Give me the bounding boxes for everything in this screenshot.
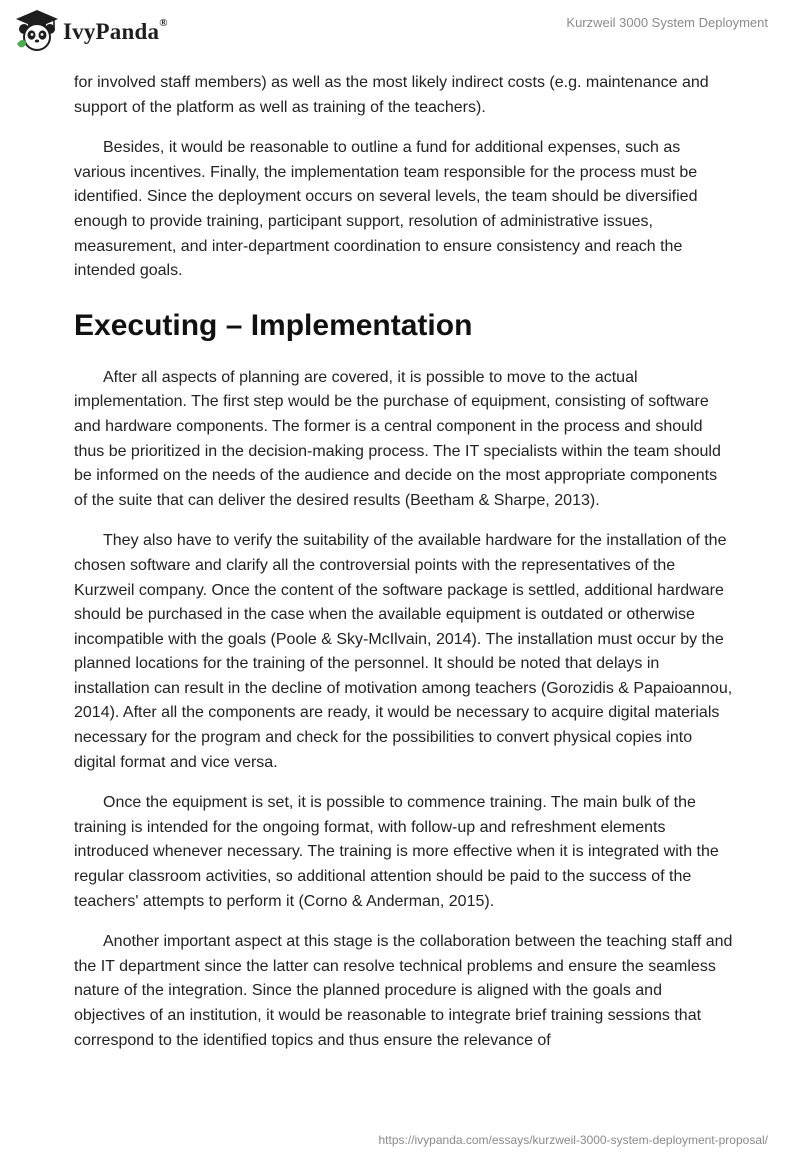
source-url[interactable]: https://ivypanda.com/essays/kurzweil-3000-system-deployment-proposal/ (378, 1133, 768, 1147)
paragraph-intro-2: Besides, it would be reasonable to outline a fund for additional expenses, such as various incentives. Finally, the implementation team responsible for the process must be identified. Since the deployment occurs on several levels, the team should be diversified enough to provide training, participant support, resolution of administrative issues, measurement, and inter-department coordination to ensure consistency and reach the intended goals. (74, 139, 698, 280)
paragraph-section-4: Another important aspect at this stage is the collaboration between the teaching staff and the IT department since the latter can resolve technical problems and ensure the seamless nature of the integration. Since the planned procedure is aligned with the goals and objectives of an institution, it would be reasonable to integrate brief training sessions that correspond to the identified topics and thus ensure the relevance of (74, 933, 733, 1049)
paragraph-section-1: After all aspects of planning are covered, it is possible to move to the actual implementation. The first step would be the purchase of equipment, consisting of software and hardware components. The former is a central component in the process and should thus be prioritized in the decision-making process. The IT specialists within the team should be informed on the needs of the audience and decide on the most appropriate components of the suite that can deliver the desired results (Beetham & Sharpe, 2013). (74, 368, 721, 509)
section-heading: Executing – Implementation (74, 308, 473, 342)
essay-content (74, 71, 734, 1053)
panda-graduation-cap-icon (14, 8, 60, 54)
registered-mark: ® (159, 17, 168, 29)
document-title: Kurzweil 3000 System Deployment (566, 15, 768, 30)
paragraph-intro-1: for involved staff members) as well as the most likely indirect costs (e.g. maintenance and support of the platform as well as training of the teachers). (74, 74, 709, 116)
paragraph-section-3: Once the equipment is set, it is possible to commence training. The main bulk of the training is intended for the ongoing format, with follow-up and refreshment elements introduced whenever necessary. The training is more effective when it is integrated with the regular classroom activities, so additional attention should be paid to the success of the teachers' attempts to perform it (Corno & Anderman, 2015). (74, 794, 719, 910)
page-header (0, 0, 800, 64)
paragraph-section-2: They also have to verify the suitability of the available hardware for the installation of the chosen software and clarify all the controversial points with the representatives of the Kurzweil company. Once the content of the software package is settled, additional hardware should be purchased in the case when the available equipment is outdated or otherwise incompatible with the goals (Poole & Sky-McIlvain, 2014). The installation must occur by the planned locations for the training of the personnel. It should be noted that delays in installation can result in the decline of motivation among teachers (Gorozidis & Papaioannou, 2014). After all the components are ready, it would be necessary to acquire digital materials necessary for the program and check for the possibilities to convert physical copies into digital format and vice versa. (74, 532, 733, 771)
logo-wordmark: IvyPanda® (63, 17, 168, 44)
ivypanda-logo[interactable] (14, 8, 168, 54)
